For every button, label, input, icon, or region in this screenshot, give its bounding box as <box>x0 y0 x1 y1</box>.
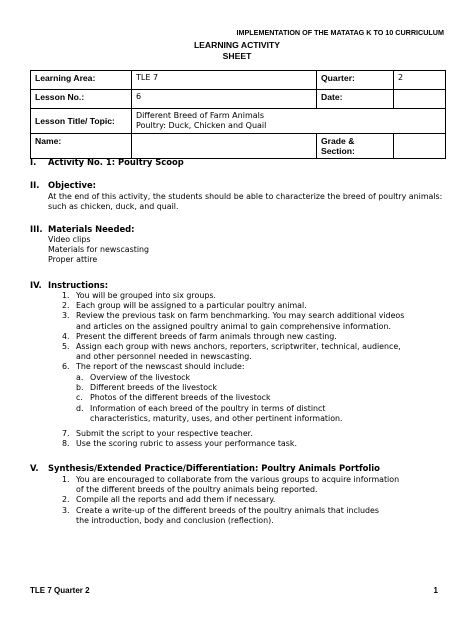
item-line: Create a write-up of the different breeds of the poultry animals that includes <box>76 505 379 515</box>
learning-area-label: Learning Area: <box>31 71 132 90</box>
section-4-number: IV. <box>30 280 42 290</box>
title-line2: SHEET <box>222 51 252 61</box>
objective-line2: such as chicken, duck, and quail. <box>48 202 179 212</box>
item-line: Overview of the livestock <box>90 373 191 382</box>
lesson-no-value: 6 <box>132 90 317 109</box>
lesson-no-label: Lesson No.: <box>31 90 132 109</box>
learning-area-value: TLE 7 <box>132 71 317 90</box>
item-letter: c. <box>76 393 83 403</box>
list-item <box>62 342 404 362</box>
section-4-heading <box>30 280 108 290</box>
item-line: Information of each breed of the poultry in terms of distinct <box>90 403 326 413</box>
list-item <box>62 475 399 495</box>
item-text <box>90 393 343 403</box>
item-number: 3. <box>62 311 70 321</box>
grade-label <box>317 134 394 159</box>
item-line: Photos of the different breeds of the livestock <box>90 393 271 403</box>
item-number: 4. <box>62 331 70 341</box>
item-text <box>76 362 404 372</box>
section-1-title: Activity No. 1: Poultry Scoop <box>48 157 184 167</box>
page-number: 1 <box>433 586 438 595</box>
item-number: 8. <box>62 439 70 449</box>
item-text <box>90 373 343 383</box>
name-value <box>132 134 317 159</box>
name-label: Name: <box>31 134 132 159</box>
item-letter: d. <box>76 403 84 413</box>
date-label: Date: <box>317 90 394 109</box>
sub-item <box>76 404 343 424</box>
item-text <box>76 311 404 331</box>
list-item <box>62 429 297 439</box>
item-line: You will be grouped into six groups. <box>76 291 216 300</box>
item-letter: b. <box>76 383 84 393</box>
item-line: The report of the newscast should include: <box>76 362 245 372</box>
item-number: 2. <box>62 495 70 505</box>
item-text <box>76 301 404 311</box>
item-line: Compile all the reports and add them if necessary. <box>76 495 276 505</box>
objective-line1: At the end of this activity, the students should be able to characterize the breed of poultry animals: <box>48 192 443 201</box>
list-item <box>62 291 404 301</box>
item-text <box>76 495 399 505</box>
section-5-heading <box>30 463 380 473</box>
item-number: 3. <box>62 505 70 515</box>
synthesis-list <box>62 475 399 526</box>
quarter-value: 2 <box>394 71 446 90</box>
date-value <box>394 90 446 109</box>
item-text <box>76 475 399 495</box>
item-line: Review the previous task on farm benchmarking. You may search additional videos <box>76 311 405 321</box>
item-line: characteristics, maturity, uses, and other pertinent information. <box>90 413 343 423</box>
materials-item: Materials for newscasting <box>48 245 150 255</box>
item-line: Assign each group with news anchors, reporters, scriptwriter, technical, audience, <box>76 342 401 352</box>
item-line: Submit the script to your respective teacher. <box>76 429 253 438</box>
grade-label-line2: Section: <box>321 146 355 156</box>
list-item <box>62 495 399 505</box>
list-item <box>62 332 404 342</box>
item-line: and other personnel needed in newscasting. <box>76 352 252 362</box>
section-3-heading <box>30 224 134 234</box>
header-curriculum: IMPLEMENTATION OF THE MATATAG K TO 10 CURRICULUM <box>236 28 444 37</box>
instructions-list <box>62 291 404 373</box>
item-line: You are encouraged to collaborate from the various groups to acquire information <box>76 475 400 484</box>
item-number: 1. <box>62 475 70 484</box>
section-5-number: V. <box>30 463 39 473</box>
item-line: the introduction, body and conclusion (reflection). <box>76 515 274 525</box>
section-2-number: II. <box>30 180 40 190</box>
grade-label-line1: Grade & <box>321 136 355 146</box>
item-line: Use the scoring rubric to assess your performance task. <box>76 439 297 449</box>
section-5-title: Synthesis/Extended Practice/Differentiation: Poultry Animals Portfolio <box>48 463 380 473</box>
item-letter: a. <box>76 373 84 382</box>
newscast-sublist <box>76 373 343 424</box>
section-1-heading <box>30 157 184 167</box>
footer-left: TLE 7 Quarter 2 <box>30 586 90 595</box>
item-text <box>90 383 343 393</box>
list-item <box>62 362 404 372</box>
topic-line1: Different Breed of Farm Animals <box>136 111 265 120</box>
objective-text <box>48 192 442 212</box>
topic-label: Lesson Title/ Topic: <box>31 109 132 134</box>
page-title <box>0 40 474 62</box>
list-item <box>62 301 404 311</box>
sub-item <box>76 373 343 383</box>
item-line: of the different breeds of the poultry animals being reported. <box>76 485 318 495</box>
item-number: 7. <box>62 429 70 438</box>
list-item <box>62 439 297 449</box>
item-line: Each group will be assigned to a particular poultry animal. <box>76 301 307 311</box>
sub-item <box>76 393 343 403</box>
section-1-number: I. <box>30 157 37 167</box>
item-number: 5. <box>62 342 70 352</box>
item-number: 2. <box>62 301 70 311</box>
materials-list <box>48 235 149 266</box>
instructions-list-cont <box>62 429 297 449</box>
section-2-heading <box>30 180 96 190</box>
materials-item: Video clips <box>48 235 91 244</box>
item-text <box>76 291 404 301</box>
item-line: and articles on the assigned poultry animal to gain comprehensive information. <box>76 321 391 331</box>
quarter-label: Quarter: <box>317 71 394 90</box>
sub-item <box>76 383 343 393</box>
item-text <box>76 506 399 526</box>
title-line1: LEARNING ACTIVITY <box>193 40 281 50</box>
item-number: 1. <box>62 291 70 300</box>
item-text <box>90 404 343 424</box>
item-text <box>76 332 404 342</box>
section-2-title: Objective: <box>48 180 96 190</box>
grade-value <box>394 134 446 159</box>
topic-value <box>132 109 446 134</box>
item-line: Different breeds of the livestock <box>90 383 217 393</box>
section-3-title: Materials Needed: <box>48 224 135 234</box>
list-item <box>62 506 399 526</box>
item-text <box>76 439 297 449</box>
topic-line2: Poultry: Duck, Chicken and Quail <box>136 121 267 130</box>
item-number: 6. <box>62 362 70 372</box>
item-line: Present the different breeds of farm animals through new casting. <box>76 331 337 341</box>
item-text <box>76 342 404 362</box>
section-4-title: Instructions: <box>48 280 109 290</box>
item-text <box>76 429 297 439</box>
section-3-number: III. <box>30 224 43 234</box>
materials-item: Proper attire <box>48 255 98 265</box>
info-table <box>30 70 446 159</box>
list-item <box>62 311 404 331</box>
